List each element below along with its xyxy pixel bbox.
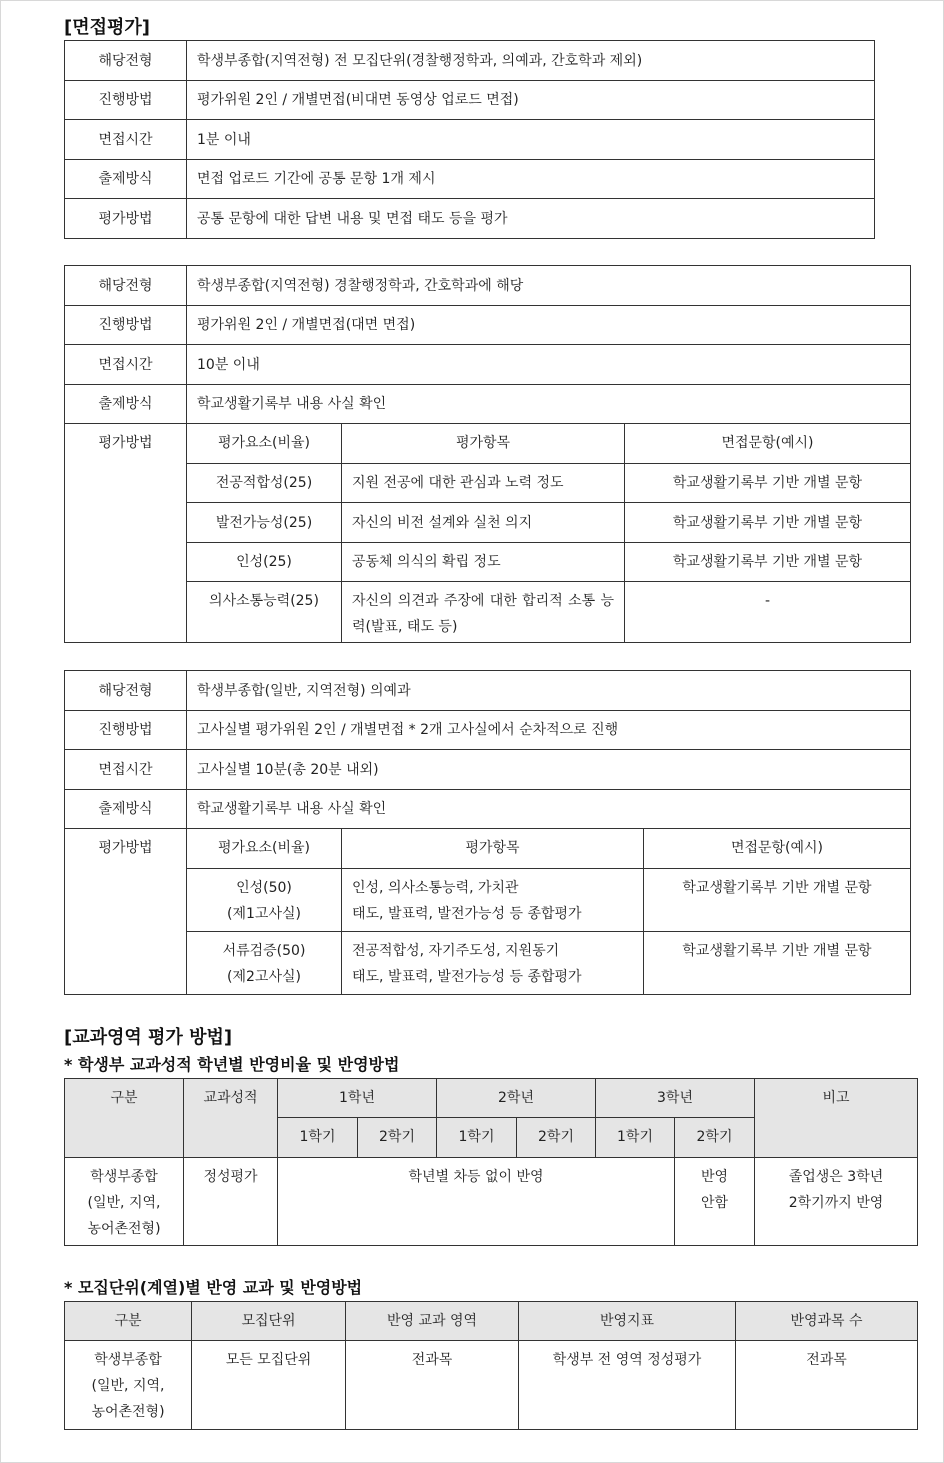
col-header-category: 구분 — [65, 1302, 192, 1341]
eval-item: 자신의 의견과 주장에 대한 합리적 소통 능력(발표, 태도 등) — [342, 582, 625, 643]
interview-table-medicine — [64, 670, 911, 995]
label-method: 진행방법 — [65, 306, 187, 345]
interview-table-general — [64, 40, 875, 239]
table-row — [65, 543, 911, 582]
table-row — [65, 41, 875, 81]
col-header-year2: 2학년 — [437, 1079, 596, 1118]
eval-element — [187, 932, 342, 995]
label-question: 출제방식 — [65, 160, 187, 199]
eval-element-name: 서류검증(50) — [222, 943, 306, 959]
eval-example: 학교생활기록부 기반 개별 문항 — [625, 464, 911, 503]
col-header-example: 면접문항(예시) — [625, 424, 911, 464]
label-type: 해당전형 — [65, 671, 187, 711]
col-header-semester: 1학기 — [278, 1118, 358, 1158]
subsection-title-unit-subject: * 모집단위(계열)별 반영 교과 및 반영방법 — [64, 1278, 363, 1297]
table-row — [65, 869, 911, 932]
eval-item — [342, 932, 644, 995]
section-title-interview: [면접평가] — [64, 17, 151, 38]
eval-item: 공동체 의식의 확립 정도 — [342, 543, 625, 582]
col-header-example: 면접문항(예시) — [644, 829, 911, 869]
eval-item-line: 인성, 의사소통능력, 가치관 — [352, 880, 519, 896]
col-header-item: 평가항목 — [342, 829, 644, 869]
label-eval: 평가방법 — [65, 829, 187, 995]
col-header-year3: 3학년 — [596, 1079, 755, 1118]
cell-note — [755, 1158, 918, 1246]
table-row — [65, 582, 911, 643]
eval-item-line: 태도, 발표력, 발전가능성 등 종합평가 — [352, 906, 582, 922]
label-time: 면접시간 — [65, 345, 187, 385]
cell-index: 학생부 전 영역 정성평가 — [519, 1341, 736, 1430]
eval-element-room: (제1고사실) — [227, 906, 301, 922]
table-row — [65, 750, 911, 790]
value-method: 평가위원 2인 / 개별면접(대면 면접) — [187, 306, 911, 345]
cell-apply: 학년별 차등 없이 반영 — [278, 1158, 675, 1246]
note-line: 졸업생은 3학년 — [788, 1169, 884, 1185]
value-time: 10분 이내 — [187, 345, 911, 385]
label-type: 해당전형 — [65, 266, 187, 306]
col-header-index: 반영지표 — [519, 1302, 736, 1341]
label-eval: 평가방법 — [65, 199, 187, 239]
table-row — [65, 306, 911, 345]
col-header-note: 비고 — [755, 1079, 918, 1158]
value-question: 면접 업로드 기간에 공통 문항 1개 제시 — [187, 160, 875, 199]
table-row — [65, 424, 911, 464]
cell-category — [65, 1158, 184, 1246]
value-method: 평가위원 2인 / 개별면접(비대면 동영상 업로드 면접) — [187, 81, 875, 120]
table-row — [65, 266, 911, 306]
table-row — [65, 671, 911, 711]
no-apply-line: 안함 — [700, 1195, 729, 1211]
col-header-semester: 1학기 — [437, 1118, 517, 1158]
cell-score: 정성평가 — [184, 1158, 278, 1246]
eval-item-line: 태도, 발표력, 발전가능성 등 종합평가 — [352, 969, 582, 985]
label-question: 출제방식 — [65, 385, 187, 424]
label-time: 면접시간 — [65, 750, 187, 790]
unit-subject-table — [64, 1301, 918, 1430]
eval-item — [342, 869, 644, 932]
value-eval: 공통 문항에 대한 답변 내용 및 면접 태도 등을 평가 — [187, 199, 875, 239]
eval-element: 전공적합성(25) — [187, 464, 342, 503]
eval-element-name: 인성(50) — [236, 880, 292, 896]
label-time: 면접시간 — [65, 120, 187, 160]
category-line: 학생부종합 — [90, 1169, 158, 1185]
cell-area: 전과목 — [346, 1341, 519, 1430]
section-title-subject: [교과영역 평가 방법] — [64, 1027, 233, 1048]
eval-example: 학교생활기록부 기반 개별 문항 — [644, 932, 911, 995]
category-line: 농어촌전형) — [91, 1404, 165, 1420]
table-row — [65, 464, 911, 503]
table-row — [65, 1079, 918, 1118]
col-header-score: 교과성적 — [184, 1079, 278, 1158]
col-header-count: 반영과목 수 — [736, 1302, 918, 1341]
col-header-category: 구분 — [65, 1079, 184, 1158]
table-row — [65, 932, 911, 995]
cell-unit: 모든 모집단위 — [192, 1341, 346, 1430]
category-line: 농어촌전형) — [87, 1221, 161, 1237]
value-type: 학생부종합(지역전형) 전 모집단위(경찰행정학과, 의예과, 간호학과 제외) — [187, 41, 875, 81]
category-line: 학생부종합 — [94, 1352, 162, 1368]
category-line: (일반, 지역, — [87, 1195, 161, 1211]
col-header-semester: 2학기 — [675, 1118, 755, 1158]
eval-element-room: (제2고사실) — [227, 969, 301, 985]
table-row — [65, 1302, 918, 1341]
col-header-area: 반영 교과 영역 — [346, 1302, 519, 1341]
label-eval: 평가방법 — [65, 424, 187, 643]
eval-element: 인성(25) — [187, 543, 342, 582]
label-question: 출제방식 — [65, 790, 187, 829]
eval-element: 발전가능성(25) — [187, 503, 342, 543]
eval-item: 지원 전공에 대한 관심과 노력 정도 — [342, 464, 625, 503]
value-method: 고사실별 평가위원 2인 / 개별면접 * 2개 고사실에서 순차적으로 진행 — [187, 711, 911, 750]
eval-example: - — [625, 582, 911, 643]
table-row — [65, 1341, 918, 1430]
note-line: 2학기까지 반영 — [788, 1195, 884, 1211]
col-header-semester: 1학기 — [596, 1118, 675, 1158]
table-row — [65, 711, 911, 750]
value-time: 1분 이내 — [187, 120, 875, 160]
label-type: 해당전형 — [65, 41, 187, 81]
table-row — [65, 199, 875, 239]
table-row — [65, 120, 875, 160]
table-row — [65, 829, 911, 869]
table-row — [65, 503, 911, 543]
subsection-title-grade-ratio: * 학생부 교과성적 학년별 반영비율 및 반영방법 — [64, 1055, 400, 1074]
eval-example: 학교생활기록부 기반 개별 문항 — [644, 869, 911, 932]
cell-no-apply — [675, 1158, 755, 1246]
value-type: 학생부종합(지역전형) 경찰행정학과, 간호학과에 해당 — [187, 266, 911, 306]
eval-element: 의사소통능력(25) — [187, 582, 342, 643]
table-row — [65, 385, 911, 424]
value-question: 학교생활기록부 내용 사실 확인 — [187, 385, 911, 424]
value-type: 학생부종합(일반, 지역전형) 의예과 — [187, 671, 911, 711]
col-header-semester: 2학기 — [517, 1118, 596, 1158]
grade-ratio-table — [64, 1078, 918, 1246]
label-method: 진행방법 — [65, 81, 187, 120]
eval-item-line: 전공적합성, 자기주도성, 지원동기 — [352, 943, 560, 959]
col-header-element: 평가요소(비율) — [187, 424, 342, 464]
value-question: 학교생활기록부 내용 사실 확인 — [187, 790, 911, 829]
cell-category — [65, 1341, 192, 1430]
table-row — [65, 1158, 918, 1246]
category-line: (일반, 지역, — [91, 1378, 165, 1394]
label-method: 진행방법 — [65, 711, 187, 750]
table-row — [65, 790, 911, 829]
eval-example: 학교생활기록부 기반 개별 문항 — [625, 503, 911, 543]
no-apply-line: 반영 — [700, 1169, 729, 1185]
cell-count: 전과목 — [736, 1341, 918, 1430]
interview-table-police-nursing — [64, 265, 911, 643]
table-row — [65, 345, 911, 385]
col-header-unit: 모집단위 — [192, 1302, 346, 1341]
table-row — [65, 160, 875, 199]
col-header-element: 평가요소(비율) — [187, 829, 342, 869]
eval-element — [187, 869, 342, 932]
col-header-year1: 1학년 — [278, 1079, 437, 1118]
eval-item: 자신의 비전 설계와 실천 의지 — [342, 503, 625, 543]
value-time: 고사실별 10분(총 20분 내외) — [187, 750, 911, 790]
eval-example: 학교생활기록부 기반 개별 문항 — [625, 543, 911, 582]
col-header-semester: 2학기 — [358, 1118, 437, 1158]
table-row — [65, 81, 875, 120]
col-header-item: 평가항목 — [342, 424, 625, 464]
